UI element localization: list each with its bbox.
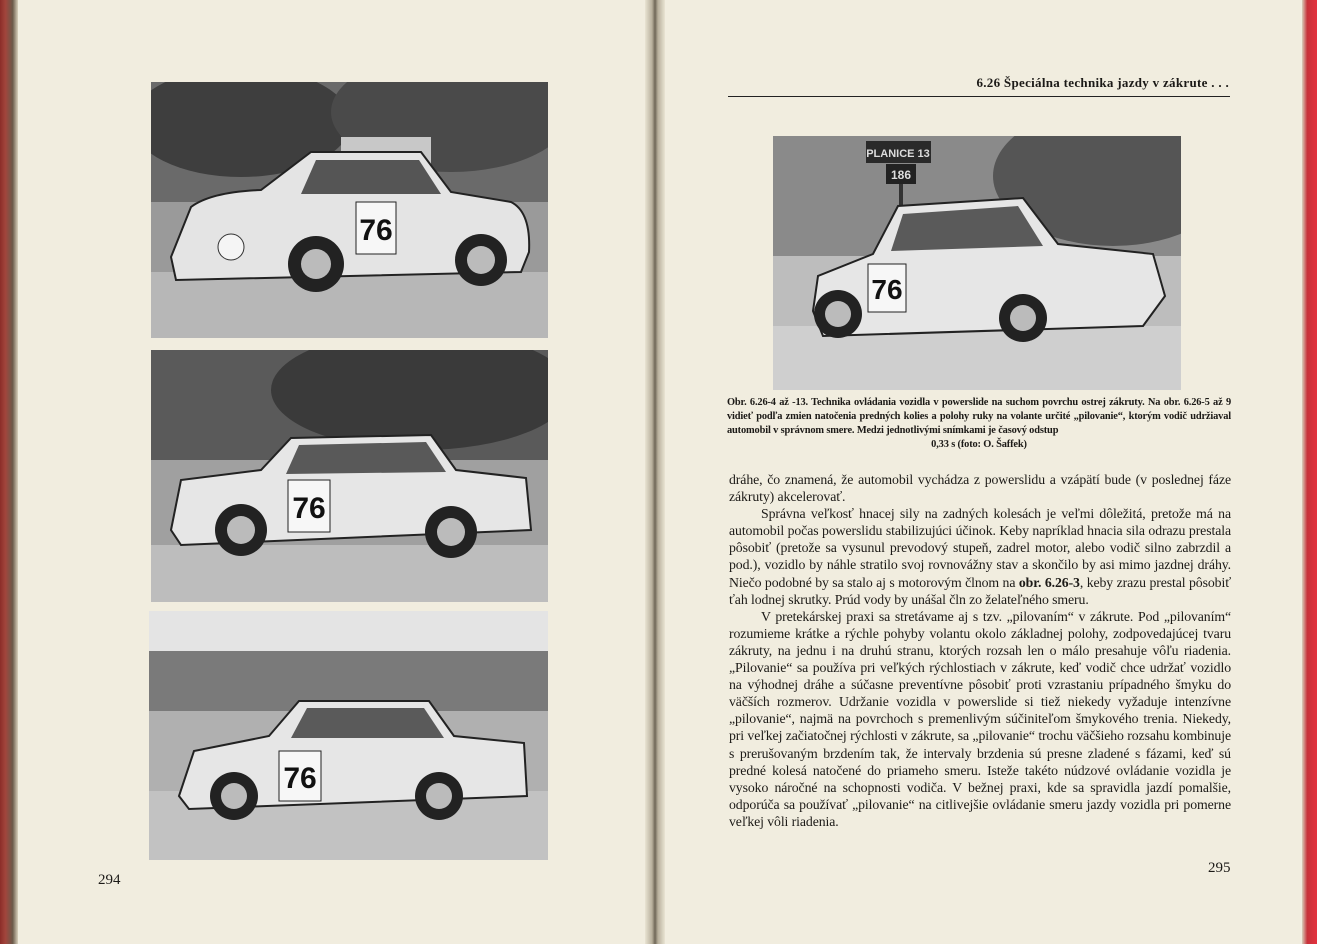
book-spine [645, 0, 665, 944]
book-cover-edge-left [0, 0, 18, 944]
paragraph-3-text: V pretekárskej praxi sa stretávame aj s tzv. „pilovaním“ v zákrute. Pod „pilovaním“ rozumieme krátke a rýchle pohyby volantu okolo základnej polohy, zodpovedajúcej tvaru zákruty, na jednu i na druhú stranu, ktorých rozsah len o málo presahuje vôľu riadenia. „Pilovanie“ sa používa pri veľkých rýchlostiach v zákrute, keď vodič chce udržať vozidlo na výhodnej dráhe a súčasne preventívne pôsobiť proti vzrastaniu prípadného šmyku do väčších rozmerov. Udržanie vozidla v powerslide si tiež niekedy vyžaduje intenzívne „pilovanie“, najmä na povrchoch s premenlivým súčiniteľom šmykového trenia. Niekedy, pri veľkej začiatočnej rýchlosti v zákrute, sa „pilovanie“ trochu väčšieho rozsahu kombinuje s prerušovaným brzdením tak, že intervaly brzdenia sú presne zladené s fázami, keď sú predné kolesá natočené do priameho smeru. Isteže takéto núdzové ovládanie vozidla je vysoko náročné na schopnosti vodiča. V bežnej praxi, kde sa spravidla jazdí pomalšie, odporúča sa používať „pilovanie“ na citlivejšie ovládanie smeru jazdy vozidla pri pomerne veľkej vôli riadenia. [729, 608, 1231, 829]
road-sign-bottom: 186 [890, 168, 912, 182]
race-number: 76 [283, 762, 317, 795]
book-cover-edge-right [1302, 0, 1317, 944]
caption-text: Obr. 6.26-4 až -13. Technika ovládania vozidla v powerslide na suchom povrchu ostrej zákruty. Na obr. 6.26-5 až 9 vidieť podľa zmien natočenia predných kolies a polohy ruky na volante určité „pilovanie“, ktorým vodič udržiaval automobil v správnom smere. Medzi jednotlivými snímkami je časový odstup [727, 397, 1231, 436]
running-head: 6.26 Špeciálna technika jazdy v zákrute . . . [976, 75, 1229, 90]
paragraph-2-text-a: Správna veľkosť hnacej sily na zadných kolesách je veľmi dôležitá, pretože má na automobil počas powerslidu stabilizujúci účinok. Keby napríklad hnacia sila odrazu prestala pôsobiť (pretože sa vysunul prevodový stupeň, zadrel motor, alebo vodič silno zabrzdil a pod.), vozidlo by náhle stratilo svoj rovnovážny stav a skončilo by asi mimo jazdnej dráhy. Niečo podobné by sa stalo aj s motorovým člnom na [729, 506, 1231, 590]
header-rule [728, 96, 1230, 97]
caption-credit: 0,33 s (foto: O. Šaffek) [931, 439, 1027, 450]
road-sign-top: PLANICE 13 [866, 148, 930, 160]
paragraph-1 [729, 471, 1231, 505]
page-number-left: 294 [98, 872, 121, 888]
body-text [729, 471, 1231, 830]
paragraph-3 [729, 608, 1231, 830]
photo-car-4 [773, 136, 1181, 390]
figure-caption [727, 396, 1231, 452]
race-number: 76 [871, 274, 903, 305]
race-number: 76 [359, 214, 393, 247]
race-number: 76 [292, 492, 326, 525]
photo-car-2 [151, 350, 548, 602]
page-number-right: 295 [1208, 860, 1231, 876]
paragraph-1-text: dráhe, čo znamená, že automobil vychádza z powerslidu a vzápätí bude (v poslednej fáze zákruty) akcelerovať. [729, 472, 1231, 505]
paragraph-2-text-b: , keby zrazu prestal pôsobiť ťah lodnej skrutky. Prúd vody by unášal čln zo želateľného smeru. [729, 574, 1231, 607]
photo-car-1 [151, 82, 548, 338]
figure-reference: obr. 6.26-3 [1018, 574, 1080, 590]
paragraph-2 [729, 505, 1231, 608]
photo-car-3 [149, 611, 548, 860]
